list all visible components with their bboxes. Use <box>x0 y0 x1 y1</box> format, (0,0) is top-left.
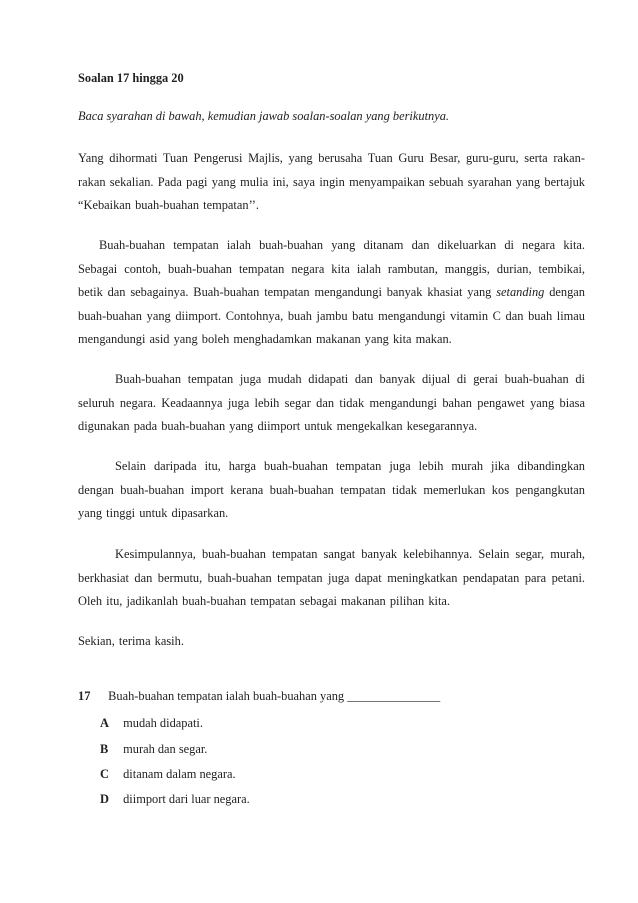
option-text: mudah didapati. <box>123 716 203 730</box>
speech-paragraph-4: Kesimpulannya, buah-buahan tempatan sangat banyak kelebihannya. Selain segar, murah, berkhasiat dan bermutu, buah-buahan tempatan juga dapat meningkatkan pendapatan para petani. Oleh itu, jadikanlah buah-buahan tempatan sebagai makanan pilihan kita. <box>78 547 585 609</box>
question-number: 17 <box>78 689 91 703</box>
option-a[interactable] <box>100 716 203 731</box>
option-letter: B <box>100 742 109 756</box>
speech-closing: Sekian, terima kasih. <box>78 634 184 648</box>
section-heading: Soalan 17 hingga 20 <box>78 71 184 85</box>
option-b[interactable] <box>100 742 207 757</box>
speech-paragraph-1 <box>78 234 585 352</box>
option-text: murah dan segar. <box>123 742 208 756</box>
option-letter: D <box>100 792 109 806</box>
option-text: diimport dari luar negara. <box>123 792 250 806</box>
speech-paragraph-3: Selain daripada itu, harga buah-buahan tempatan juga lebih murah jika dibandingkan dengan buah-buahan import kerana buah-buahan tempatan tidak memerlukan kos pengangkutan yang tinggi untuk dipasarkan. <box>78 459 585 521</box>
question-17 <box>78 689 440 704</box>
option-c[interactable] <box>100 767 236 782</box>
option-letter: C <box>100 767 109 781</box>
paragraph-1-text-end: dengan buah-buahan yang diimport. Contohnya, buah jambu batu mengandungi vitamin C dan buah limau mengandungi asid yang boleh menghadamkan makanan yang kita makan. <box>78 285 585 347</box>
speech-paragraph-2: Buah-buahan tempatan juga mudah didapati dan banyak dijual di gerai buah-buahan di seluruh negara. Keadaannya juga lebih segar dan tidak mengandungi bahan pengawet yang biasa digunakan pada buah-buahan yang diimport untuk mengekalkan kesegarannya. <box>78 372 585 434</box>
option-d[interactable] <box>100 792 250 807</box>
paragraph-1-italic-word: setanding <box>496 285 545 300</box>
speech-opening: Yang dihormati Tuan Pengerusi Majlis, yang berusaha Tuan Guru Besar, guru-guru, serta rakan-rakan sekalian. Pada pagi yang mulia ini, saya ingin menyampaikan sebuah syarahan yang bertajuk “Kebaikan buah-buahan tempatan’’. <box>78 151 585 213</box>
paragraph-1-text: Buah-buahan tempatan ialah buah-buahan yang ditanam dan dikeluarkan di negara kita. Sebagai contoh, buah-buahan tempatan negara kita ialah rambutan, manggis, durian, tembikai, betik dan sebagainya. Buah-buahan tempatan mengandungi banyak khasiat yang <box>78 238 585 300</box>
option-letter: A <box>100 716 109 730</box>
option-text: ditanam dalam negara. <box>123 767 236 781</box>
instruction-text: Baca syarahan di bawah, kemudian jawab soalan-soalan yang berikutnya. <box>78 109 449 123</box>
question-stem: Buah-buahan tempatan ialah buah-buahan yang _______________ <box>108 689 441 703</box>
